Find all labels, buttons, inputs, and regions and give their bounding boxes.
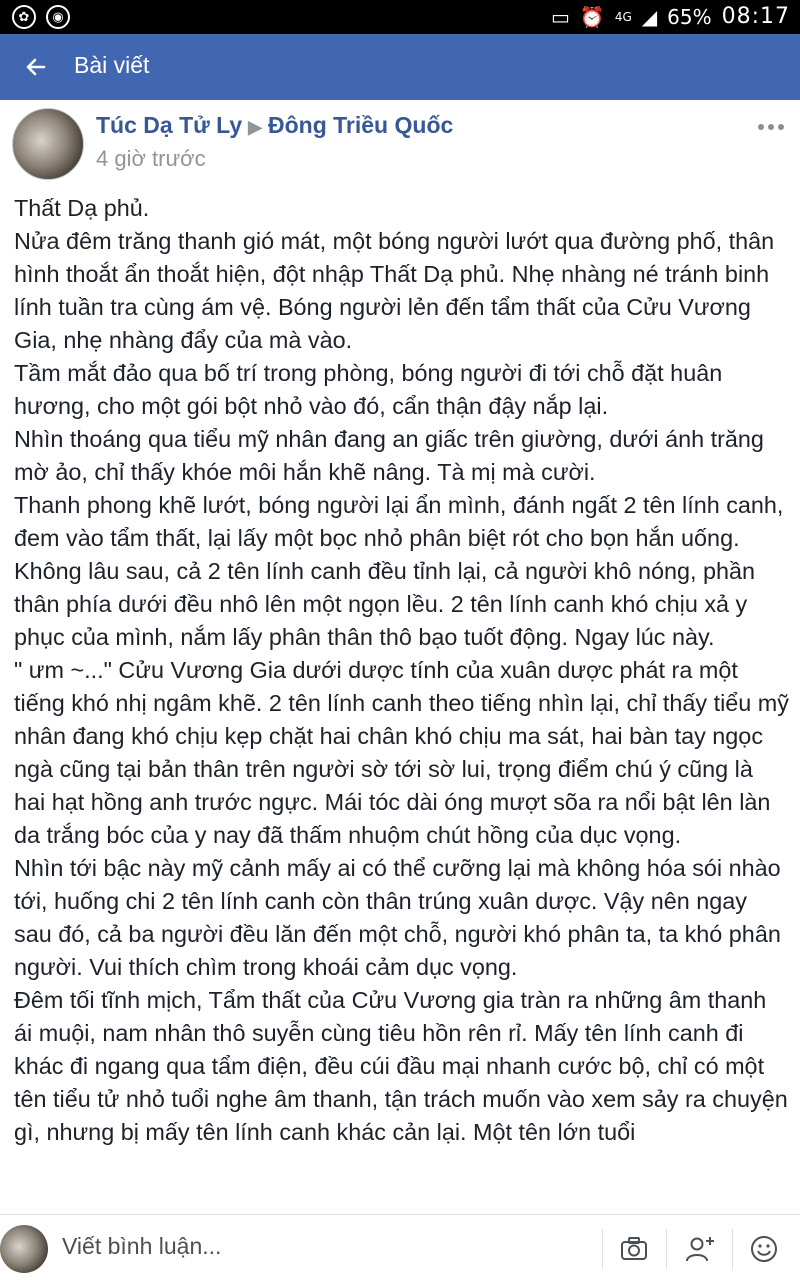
divider xyxy=(666,1229,667,1269)
post-paragraph: " ưm ~..." Cửu Vương Gia dưới dược tính của xuân dược phát ra một tiếng khó nhị ngâm khẽ. 2 tên lính canh theo tiếng nhìn lại, chỉ thấy tiểu mỹ nhân đang khó chịu kẹp chặt hai chân khó chịu ma sát, hai bàn tay ngọc ngà cũng tại bản thân trên người sờ tới sờ lui, trọng điểm chú ý cũng là hai hạt hồng anh trước ngực. Mái tóc dài óng mượt sõa ra nổi bật lên làn da trắng bóc của y nay đã thấm nhuộm chút hồng của dục vọng. xyxy=(14,657,789,848)
post-paragraph: Tầm mắt đảo qua bố trí trong phòng, bóng người đi tới chỗ đặt huân hương, cho một gói bột nhỏ vào đó, cẩn thận đậy nắp lại. xyxy=(14,360,723,419)
battery-level: 65% xyxy=(667,4,712,29)
network-type: 4G xyxy=(614,9,632,24)
app-bar xyxy=(0,34,800,100)
more-options-icon[interactable] xyxy=(758,124,784,130)
post-paragraph: Nhìn thoáng qua tiểu mỹ nhân đang an giấc trên giường, dưới ánh trăng mờ ảo, chỉ thấy khóe môi hắn khẽ nâng. Tà mị mà cười. xyxy=(14,426,764,485)
arrow-right-icon: ▶ xyxy=(248,117,262,137)
author-name[interactable]: Túc Dạ Tử Ly xyxy=(96,112,243,138)
divider xyxy=(602,1229,603,1269)
author-avatar[interactable] xyxy=(12,108,84,180)
tag-friend-icon[interactable] xyxy=(684,1233,716,1265)
comment-bar xyxy=(0,1214,800,1280)
emoji-icon[interactable] xyxy=(748,1233,780,1265)
clock: 08:17 xyxy=(721,4,790,29)
group-name[interactable]: Đông Triều Quốc xyxy=(268,112,454,138)
post-paragraph: Thất Dạ phủ. xyxy=(14,195,150,221)
notification-icon-2: ◉ xyxy=(46,5,70,29)
camera-icon[interactable] xyxy=(618,1233,650,1265)
divider xyxy=(732,1229,733,1269)
post-paragraph: Nửa đêm trăng thanh gió mát, một bóng người lướt qua đường phố, thân hình thoắt ẩn thoắt hiện, đột nhập Thất Dạ phủ. Nhẹ nhàng né tránh binh lính tuần tra cùng ám vệ. Bóng người lẻn đến tẩm thất của Cửu Vương Gia, nhẹ nhàng đẩy của mà vào. xyxy=(14,228,775,353)
signal-icon: ◢ xyxy=(641,4,658,29)
comment-input[interactable]: Viết bình luận... xyxy=(62,1233,222,1259)
notification-icon: ✿ xyxy=(12,5,36,29)
user-avatar xyxy=(0,1225,48,1273)
back-arrow-icon[interactable] xyxy=(18,50,52,84)
post-body xyxy=(14,192,790,1214)
alarm-icon: ⏰ xyxy=(579,4,605,29)
post-paragraph: Thanh phong khẽ lướt, bóng người lại ẩn mình, đánh ngất 2 tên lính canh, đem vào tẩm thất, lại lấy một bọc nhỏ phân biệt rót cho bọn hắn uống. Không lâu sau, cả 2 tên lính canh đều tỉnh lại, cả người khô nóng, phần thân phía dưới đều nhô lên một ngọn lều. 2 tên lính canh khó chịu xả y phục của mình, nắm lấy phân thân thô bạo tuốt động. Ngay lúc này. xyxy=(14,492,784,650)
post-author-line xyxy=(96,112,453,139)
cast-icon: ▭ xyxy=(551,4,570,29)
post-timestamp[interactable]: 4 giờ trước xyxy=(96,146,206,171)
post-paragraph: Nhìn tới bậc này mỹ cảnh mấy ai có thể cưỡng lại mà không hóa sói nhào tới, huống chi 2 tên lính canh còn thân trúng xuân dược. Vậy nên ngay sau đó, cả ba người đều lăn đến một chỗ, người khó phân ta, ta khó phân người. Vui thích chìm trong khoái cảm dục vọng. xyxy=(14,855,781,980)
status-bar xyxy=(0,0,800,34)
page-title: Bài viết xyxy=(74,52,150,78)
post-paragraph: Đêm tối tĩnh mịch, Tẩm thất của Cửu Vương gia tràn ra những âm thanh ái muội, nam nhân thô suyễn cùng tiêu hồn rên rỉ. Mấy tên lính canh đi khác đi ngang qua tẩm điện, đều cúi đầu mại nhanh cước bộ, chỉ có một tên tiểu tử nhỏ tuổi nghe âm thanh, tận trách muốn vào xem sảy ra chuyện gì, nhưng bị mấy tên lính canh khác cản lại. Một tên lớn tuổi xyxy=(14,987,788,1145)
